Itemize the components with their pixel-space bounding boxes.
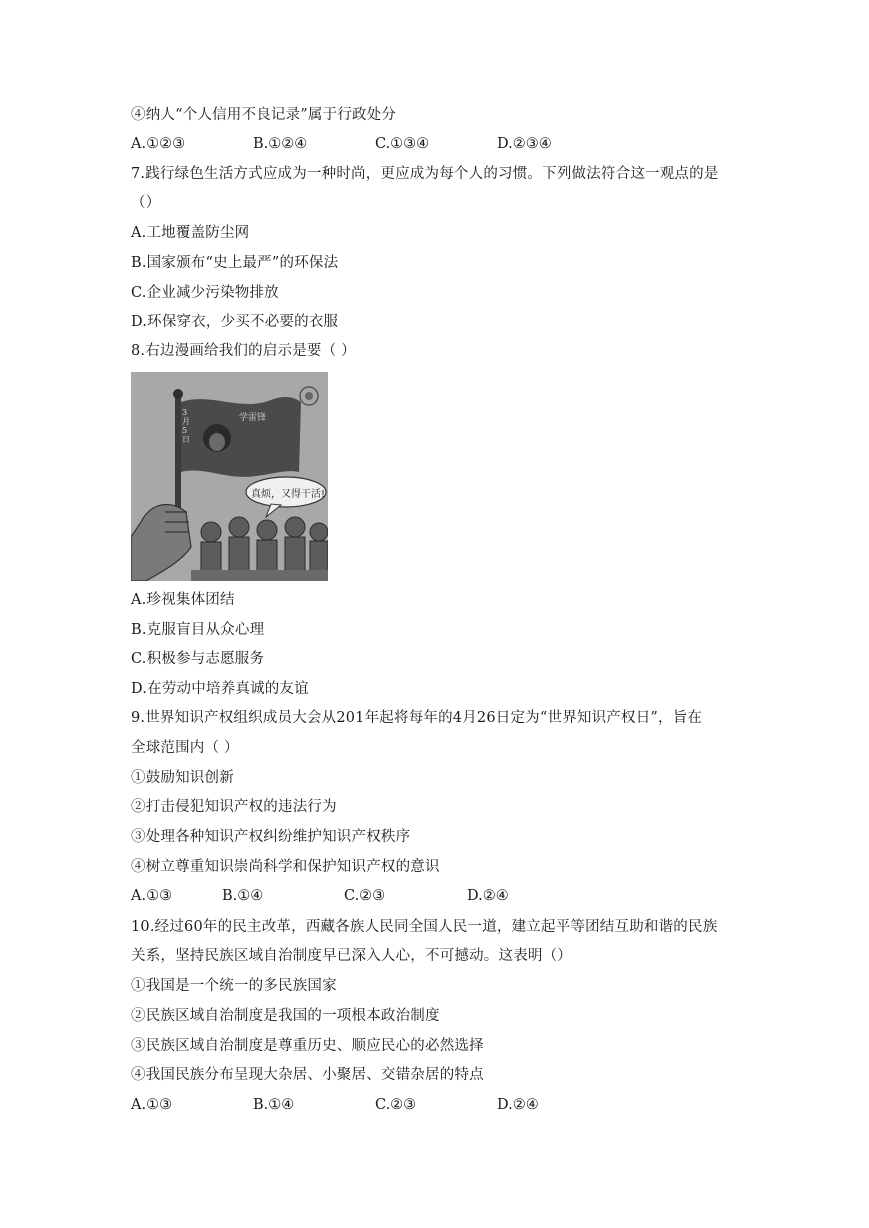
q7-option-d: D.环保穿衣，少买不必要的衣服 — [131, 314, 339, 330]
speech-bubble-text: 真烦，又得干活! — [251, 489, 326, 500]
prev-option-4: ④纳人“个人信用不良记录”属于行政处分 — [131, 107, 397, 123]
q9-stem-line1: 9.世界知识产权组织成员大会从201年起将每年的4月26日定为“世界知识产权日”，旨在 — [131, 710, 703, 726]
q7-option-c: C.企业减少污染物排放 — [131, 285, 279, 301]
flag-text: 学雷锋 — [239, 413, 267, 423]
q8-cartoon-image — [131, 372, 328, 581]
q10-stem-line1: 10.经过60年的民主改革，西藏各族人民同全国人民一道，建立起平等团结互助和谐的民族 — [131, 919, 718, 935]
answer-d: D.②③④ — [497, 136, 552, 152]
q8-option-c: C.积极参与志愿服务 — [131, 651, 265, 667]
q9-item-2: ②打击侵犯知识产权的违法行为 — [131, 799, 337, 815]
q9-item-3: ③处理各种知识产权纠纷维护知识产权秩序 — [131, 829, 411, 845]
q9-item-1: ①鼓励知识创新 — [131, 770, 234, 786]
q8-stem: 8.右边漫画给我们的启示是要（ ） — [131, 343, 356, 359]
q10-item-1: ①我国是一个统一的多民族国家 — [131, 978, 337, 994]
q8-option-b: B.克服盲目从众心理 — [131, 622, 265, 638]
answer-b: B.①④ — [222, 888, 264, 904]
q10-item-4: ④我国民族分布呈现大杂居、小聚居、交错杂居的特点 — [131, 1067, 484, 1083]
q10-item-2: ②民族区域自治制度是我国的一项根本政治制度 — [131, 1008, 440, 1024]
q7-option-a: A.工地覆盖防尘网 — [131, 225, 250, 241]
q9-stem-line2: 全球范围内（ ） — [131, 740, 239, 756]
answer-c: C.②③ — [344, 888, 386, 904]
answer-b: B.①②④ — [253, 136, 308, 152]
q8-option-d: D.在劳动中培养真诚的友谊 — [131, 681, 309, 697]
q7-stem-line2: （） — [131, 195, 161, 211]
q10-stem-line2: 关系，坚持民族区域自治制度早已深入人心，不可撼动。这表明（） — [131, 948, 572, 964]
answer-d: D.②④ — [467, 888, 509, 904]
answer-c: C.②③ — [375, 1097, 417, 1113]
q10-item-3: ③民族区域自治制度是尊重历史、顺应民心的必然选择 — [131, 1038, 484, 1054]
answer-a: A.①③ — [131, 888, 173, 904]
q8-option-a: A.珍视集体团结 — [131, 592, 235, 608]
answer-a: A.①②③ — [131, 136, 186, 152]
answer-d: D.②④ — [497, 1097, 539, 1113]
q9-item-4: ④树立尊重知识崇尚科学和保护知识产权的意识 — [131, 859, 440, 875]
q7-option-b: B.国家颁布“史上最严”的环保法 — [131, 255, 339, 271]
answer-a: A.①③ — [131, 1097, 173, 1113]
answer-c: C.①③④ — [375, 136, 430, 152]
pole-text: 3月5日 — [182, 408, 190, 444]
answer-b: B.①④ — [253, 1097, 295, 1113]
q7-stem-line1: 7.践行绿色生活方式应成为一种时尚，更应成为每个人的习惯。下列做法符合这一观点的是 — [131, 166, 719, 182]
